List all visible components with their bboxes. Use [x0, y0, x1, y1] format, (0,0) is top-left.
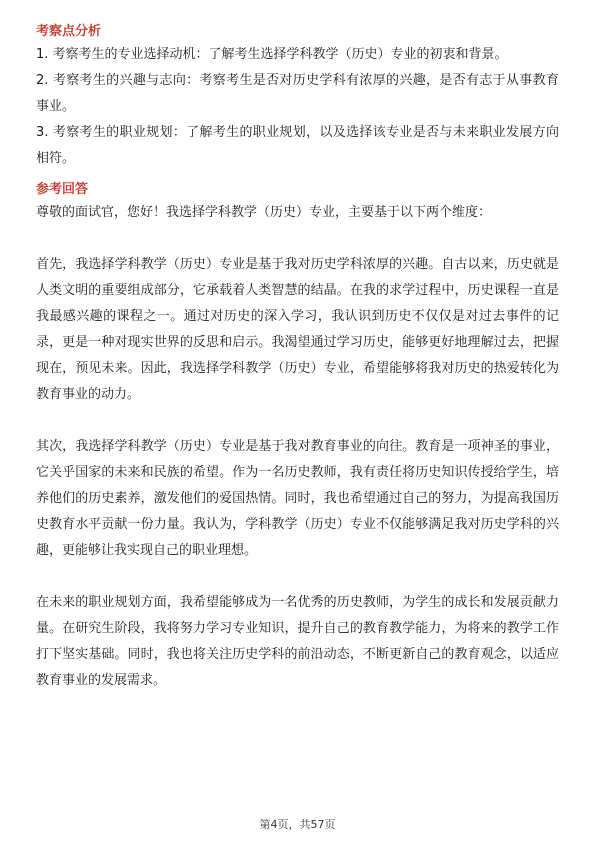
page-number: 第4页，共57页	[259, 818, 336, 831]
document-page	[36, 22, 559, 694]
answer-paragraph: 首先，我选择学科教学（历史）专业是基于我对历史学科浓厚的兴趣。自古以来，历史就是人类文明的重要组成部分，它承载着人类智慧的结晶。在我的求学过程中，历史课程一直是我最感兴趣的课程之一。通过对历史的深入学习，我认识到历史不仅仅是对过去事件的记录，更是一种对现实世界的反思和启示。我渴望通过学习历史，能够更好地理解过去，把握现在，预见未来。因此，我选择学科教学（历史）专业，希望能够将我对历史的热爱转化为教育事业的动力。	[36, 257, 559, 402]
analysis-item: 2. 考察考生的兴趣与志向：考察考生是否对历史学科有浓厚的兴趣，是否有志于从事教育事业。	[36, 73, 559, 114]
analysis-item: 1. 考察考生的专业选择动机：了解考生选择学科教学（历史）专业的初衷和背景。	[36, 47, 508, 62]
answer-heading: 参考回答	[36, 182, 89, 197]
analysis-heading: 考察点分析	[36, 24, 102, 39]
answer-paragraph: 其次，我选择学科教学（历史）专业是基于我对教育事业的向往。教育是一项神圣的事业，它关乎国家的未来和民族的希望。作为一名历史教师，我有责任将历史知识传授给学生，培养他们的历史素养，激发他们的爱国热情。同时，我也希望通过自己的努力，为提高我国历史教育水平贡献一份力量。我认为，学科教学（历史）专业不仅能够满足我对历史学科的兴趣，更能够让我实现自己的职业理想。	[36, 439, 559, 558]
answer-intro: 尊敬的面试官，您好！我选择学科教学（历史）专业，主要基于以下两个维度：	[36, 205, 492, 220]
analysis-item: 3. 考察考生的职业规划：了解考生的职业规划，以及选择该专业是否与未来职业发展方向相符。	[36, 125, 559, 166]
answer-paragraph: 在未来的职业规划方面，我希望能够成为一名优秀的历史教师，为学生的成长和发展贡献力量。在研究生阶段，我将努力学习专业知识，提升自己的教育教学能力，为将来的教学工作打下坚实基础。同时，我也将关注历史学科的前沿动态，不断更新自己的教育观念，以适应教育事业的发展需求。	[36, 595, 559, 688]
